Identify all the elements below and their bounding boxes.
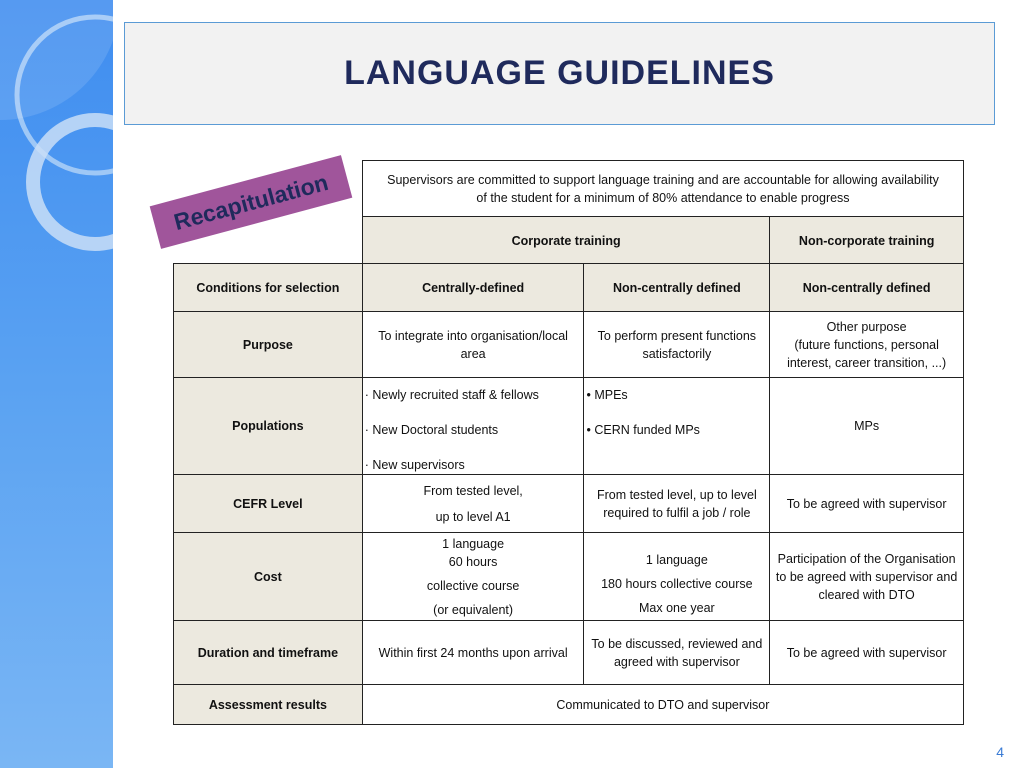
- guidelines-table: [173, 263, 964, 725]
- populations-corporate: [362, 378, 584, 475]
- conditions-noncentral: Non-centrally defined: [584, 264, 770, 312]
- page-title: LANGUAGE GUIDELINES: [344, 54, 775, 92]
- table-row: [174, 264, 964, 312]
- conditions-noncorporate: Non-centrally defined: [770, 264, 964, 312]
- decorative-circles: [0, 0, 113, 768]
- row-label-duration: Duration and timeframe: [174, 621, 363, 685]
- cefr-corporate-line1: From tested level,: [423, 483, 523, 498]
- cefr-corporate: [362, 475, 584, 533]
- cost-noncentral: [584, 533, 770, 621]
- list-item: · New supervisors: [364, 458, 465, 472]
- cost-noncentral-line1: 1 language: [645, 552, 708, 567]
- cefr-noncentral: From tested level, up to level required to fulfil a job / role: [584, 475, 770, 533]
- decorative-sidebar: [0, 0, 113, 768]
- cost-corporate-line2: 60 hours: [448, 554, 498, 569]
- populations-noncorporate: MPs: [770, 378, 964, 475]
- conditions-corporate: Centrally-defined: [362, 264, 584, 312]
- cost-corporate-line3: collective course: [426, 578, 520, 593]
- purpose-noncentral: To perform present functions satisfactorily: [584, 312, 770, 378]
- table-row: [174, 533, 964, 621]
- table-header-block: [362, 160, 964, 265]
- top-note: Supervisors are committed to support language training and are accountable for allowing availability of the student for a minimum of 80% attendance to enable progress: [363, 161, 964, 217]
- purpose-noncorporate-line2: (future functions, personal interest, career transition, ...): [787, 337, 947, 370]
- row-label-cefr: CEFR Level: [174, 475, 363, 533]
- duration-corporate: Within first 24 months upon arrival: [362, 621, 584, 685]
- purpose-noncorporate: [770, 312, 964, 378]
- populations-noncentral: [584, 378, 770, 475]
- table-row: [174, 475, 964, 533]
- table-row: [174, 312, 964, 378]
- duration-noncentral: To be discussed, reviewed and agreed with supervisor: [584, 621, 770, 685]
- table-row: [174, 621, 964, 685]
- page-number: 4: [996, 744, 1004, 760]
- duration-noncorporate: To be agreed with supervisor: [770, 621, 964, 685]
- list-item: • CERN funded MPs: [586, 423, 700, 437]
- recapitulation-label: Recapitulation: [170, 168, 331, 235]
- cost-noncentral-line3: Max one year: [638, 600, 715, 615]
- recapitulation-badge: [150, 155, 353, 249]
- table-row: [174, 685, 964, 725]
- row-label-purpose: Purpose: [174, 312, 363, 378]
- cost-corporate-line4: (or equivalent): [433, 602, 514, 617]
- list-item: · Newly recruited staff & fellows: [364, 388, 539, 402]
- list-item: · New Doctoral students: [364, 423, 499, 437]
- cost-corporate-line1: 1 language: [442, 536, 505, 551]
- list-item: • MPEs: [586, 388, 628, 402]
- title-box: [124, 22, 995, 125]
- non-corporate-training-header: Non-corporate training: [770, 217, 964, 265]
- cost-corporate: [362, 533, 584, 621]
- row-label-assessment: Assessment results: [174, 685, 363, 725]
- cost-noncentral-line2: 180 hours collective course: [601, 576, 753, 591]
- cost-noncorporate: Participation of the Organisation to be agreed with supervisor and cleared with DTO: [770, 533, 964, 621]
- corporate-training-header: Corporate training: [363, 217, 770, 265]
- row-label-conditions: Conditions for selection: [174, 264, 363, 312]
- cefr-noncorporate: To be agreed with supervisor: [770, 475, 964, 533]
- purpose-noncorporate-line1: Other purpose: [826, 319, 907, 334]
- purpose-corporate: To integrate into organisation/local area: [362, 312, 584, 378]
- row-label-populations: Populations: [174, 378, 363, 475]
- row-label-cost: Cost: [174, 533, 363, 621]
- table-row: [174, 378, 964, 475]
- assessment-value: Communicated to DTO and supervisor: [362, 685, 963, 725]
- cefr-corporate-line2: up to level A1: [435, 509, 511, 524]
